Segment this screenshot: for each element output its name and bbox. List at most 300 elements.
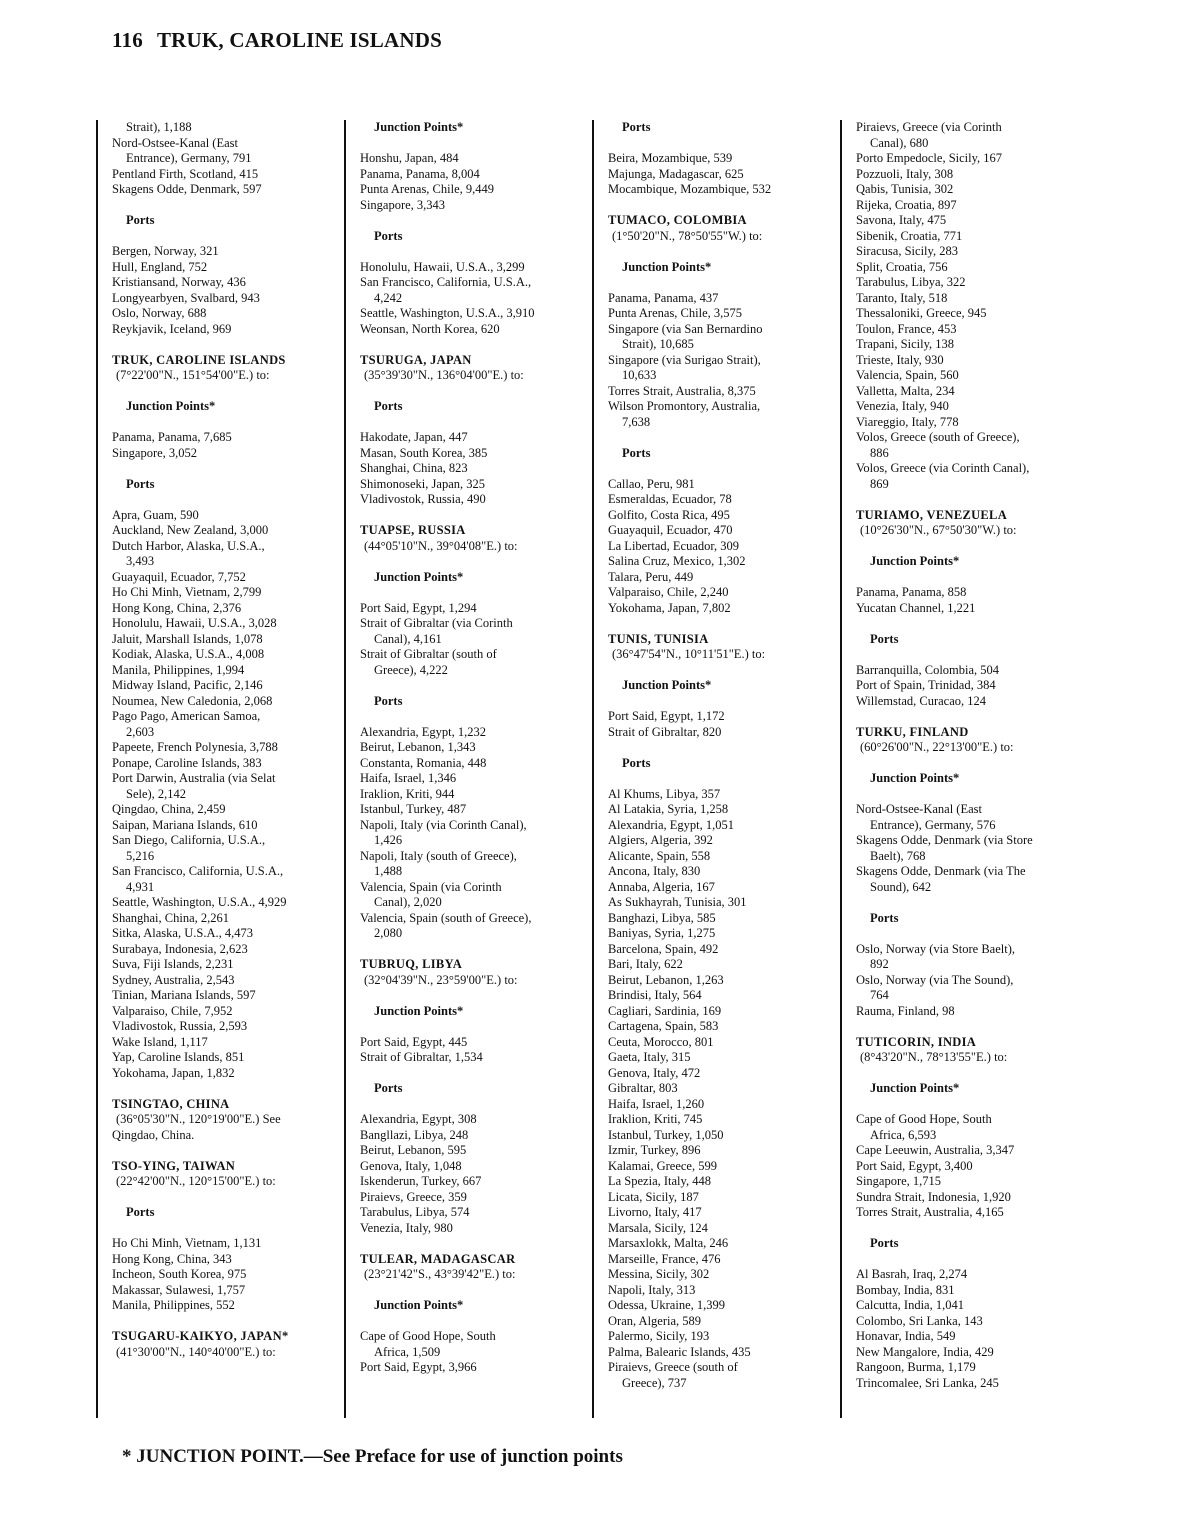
spacer	[112, 1143, 334, 1159]
section-heading: Junction Points*	[870, 771, 960, 785]
distance-entry: Skagens Odde, Denmark (via Store	[856, 833, 1033, 847]
entry-continuation: Baelt), 768	[870, 848, 926, 863]
distance-entry: Venezia, Italy, 980	[360, 1220, 453, 1235]
distance-entry: Wake Island, 1,117	[112, 1034, 208, 1049]
distance-entry: Honshu, Japan, 484	[360, 151, 459, 165]
distance-entry: Ho Chi Minh, Vietnam, 1,131	[112, 1236, 262, 1250]
distance-entry: Hong Kong, China, 2,376	[112, 600, 242, 615]
distance-entry: Jaluit, Marshall Islands, 1,078	[112, 631, 263, 646]
distance-entry: Annaba, Algeria, 167	[608, 879, 715, 894]
port-coordinates: (10°26'30"N., 67°50'30"W.) to:	[860, 523, 1017, 537]
spacer	[856, 756, 1078, 772]
distance-entry: Incheon, South Korea, 975	[112, 1267, 247, 1281]
distance-entry: Shimonoseki, Japan, 325	[360, 476, 485, 491]
spacer	[112, 415, 334, 431]
distance-entry: Trincomalee, Sri Lanka, 245	[856, 1375, 999, 1390]
spacer	[608, 663, 830, 679]
distance-entry: Panama, Panama, 858	[856, 585, 967, 599]
distance-entry: Callao, Peru, 981	[608, 476, 695, 491]
distance-entry: Apra, Guam, 590	[112, 507, 199, 522]
distance-entry: Shanghai, China, 823	[360, 461, 468, 475]
spacer	[856, 1019, 1078, 1035]
entry-continuation: 886	[870, 445, 889, 460]
entry-continuation: Strait), 1,188	[126, 120, 192, 134]
column-4	[840, 120, 1078, 1418]
distance-entry: Port Said, Egypt, 445	[360, 1034, 468, 1049]
distance-entry: Singapore, 3,052	[112, 445, 198, 460]
distance-entry: Trieste, Italy, 930	[856, 352, 944, 367]
distance-entry: Beirut, Lebanon, 1,263	[608, 972, 724, 987]
section-heading: Junction Points*	[622, 259, 712, 274]
spacer	[608, 771, 830, 787]
distance-entry: Cape of Good Hope, South	[360, 1329, 496, 1343]
section-heading: Ports	[374, 228, 403, 243]
distance-entry: Masan, South Korea, 385	[360, 445, 488, 460]
distance-entry: Panama, Panama, 8,004	[360, 166, 480, 181]
distance-entry: Cape Leeuwin, Australia, 3,347	[856, 1143, 1015, 1157]
distance-entry: Yokohama, Japan, 1,832	[112, 1065, 235, 1080]
entry-continuation: 4,242	[374, 290, 403, 305]
spacer	[608, 616, 830, 632]
entry-continuation: Canal), 2,020	[374, 895, 442, 909]
distance-entry: Trapani, Sicily, 138	[856, 337, 955, 351]
section-heading: Junction Points*	[374, 1003, 464, 1018]
entry-continuation: Africa, 1,509	[374, 1344, 441, 1359]
distance-entry: Skagens Odde, Denmark, 597	[112, 182, 262, 196]
spacer	[360, 554, 582, 570]
distance-entry: Bombay, India, 831	[856, 1282, 955, 1297]
section-heading: Junction Points*	[870, 1081, 960, 1095]
spacer	[608, 136, 830, 152]
distance-entry: Vladivostok, Russia, 490	[360, 492, 486, 506]
distance-entry: Rijeka, Croatia, 897	[856, 197, 957, 212]
port-coordinates: (8°43'20"N., 78°13'55"E.) to:	[860, 1050, 1008, 1064]
distance-entry: Bangllazi, Libya, 248	[360, 1127, 469, 1142]
entry-continuation: 892	[870, 957, 889, 971]
section-heading: Ports	[622, 445, 651, 460]
entry-continuation: Entrance), Germany, 576	[870, 817, 996, 832]
spacer	[856, 647, 1078, 663]
spacer	[360, 415, 582, 431]
distance-entry: Cape of Good Hope, South	[856, 1112, 992, 1126]
distance-entry: Algiers, Algeria, 392	[608, 833, 713, 847]
distance-entry: Baniyas, Syria, 1,275	[608, 926, 716, 940]
distance-entry: Pago Pago, American Samoa,	[112, 709, 261, 723]
distance-entry: Punta Arenas, Chile, 9,449	[360, 182, 495, 196]
entry-continuation: 869	[870, 476, 889, 491]
distance-entry: Singapore, 3,343	[360, 197, 446, 212]
port-coordinates: (35°39'30"N., 136°04'00"E.) to:	[364, 368, 524, 382]
distance-entry: Hakodate, Japan, 447	[360, 430, 468, 444]
distance-entry: Oslo, Norway, 688	[112, 306, 207, 320]
distance-entry: Salina Cruz, Mexico, 1,302	[608, 554, 746, 568]
distance-entry: Pentland Firth, Scotland, 415	[112, 166, 259, 181]
page-title: TRUK, CAROLINE ISLANDS	[156, 28, 442, 52]
spacer	[856, 492, 1078, 508]
distance-entry: Alexandria, Egypt, 308	[360, 1112, 477, 1126]
distance-entry: Taranto, Italy, 518	[856, 290, 948, 305]
spacer	[112, 198, 334, 214]
distance-entry: Licata, Sicily, 187	[608, 1189, 699, 1204]
distance-entry: Valencia, Spain (south of Greece),	[360, 910, 532, 925]
spacer	[112, 1221, 334, 1237]
distance-entry: Haifa, Israel, 1,260	[608, 1096, 705, 1111]
distance-entry: Rangoon, Burma, 1,179	[856, 1360, 976, 1374]
distance-entry: Marsala, Sicily, 124	[608, 1220, 708, 1235]
distance-entry: Valencia, Spain, 560	[856, 368, 959, 382]
spacer	[360, 678, 582, 694]
spacer	[112, 1081, 334, 1097]
distance-entry: San Francisco, California, U.S.A.,	[112, 864, 284, 878]
distance-entry: Sitka, Alaska, U.S.A., 4,473	[112, 926, 253, 940]
distance-entry: Port Darwin, Australia (via Selat	[112, 771, 276, 785]
spacer	[608, 740, 830, 756]
distance-entry: Torres Strait, Australia, 8,375	[608, 383, 756, 398]
spacer	[608, 244, 830, 260]
distance-entry: Palma, Balearic Islands, 435	[608, 1344, 751, 1359]
distance-entry: Piraievs, Greece (via Corinth	[856, 120, 1002, 134]
distance-entry: Napoli, Italy (south of Greece),	[360, 848, 517, 863]
distance-entry: Qingdao, China, 2,459	[112, 802, 226, 816]
distance-entry: San Francisco, California, U.S.A.,	[360, 275, 532, 289]
distance-entry: Valparaiso, Chile, 7,952	[112, 1003, 233, 1018]
spacer	[360, 585, 582, 601]
distance-entry: Gibraltar, 803	[608, 1081, 678, 1095]
distance-entry: Oslo, Norway (via Store Baelt),	[856, 941, 1015, 956]
spacer	[112, 229, 334, 245]
column-2	[344, 120, 582, 1418]
distance-entry: Napoli, Italy, 313	[608, 1282, 696, 1297]
distance-entry: Nord-Ostsee-Kanal (East	[112, 135, 238, 150]
distance-entry: Strait of Gibraltar (south of	[360, 647, 497, 661]
spacer	[360, 1019, 582, 1035]
distance-entry: Haifa, Israel, 1,346	[360, 771, 457, 785]
distance-entry: Beira, Mozambique, 539	[608, 151, 733, 165]
port-heading: TRUK, CAROLINE ISLANDS	[112, 352, 286, 367]
section-heading: Ports	[374, 1081, 403, 1095]
distance-entry: Banghazi, Libya, 585	[608, 910, 716, 925]
entry-continuation: Canal), 4,161	[374, 631, 442, 646]
section-heading: Junction Points*	[374, 569, 464, 584]
distance-entry: Port Said, Egypt, 3,966	[360, 1360, 477, 1374]
spacer	[360, 988, 582, 1004]
entry-continuation: 1,488	[374, 864, 403, 878]
distance-entry: Yap, Caroline Islands, 851	[112, 1050, 245, 1064]
distance-entry: Al Khums, Libya, 357	[608, 786, 721, 801]
entry-continuation: 7,638	[622, 414, 651, 429]
distance-entry: Ho Chi Minh, Vietnam, 2,799	[112, 585, 262, 599]
entry-continuation: Greece), 4,222	[374, 662, 448, 677]
entry-continuation: Greece), 737	[622, 1375, 687, 1390]
distance-entry: Hull, England, 752	[112, 259, 208, 274]
entry-continuation: 764	[870, 988, 889, 1002]
distance-entry: Port Said, Egypt, 1,294	[360, 600, 477, 615]
spacer	[608, 430, 830, 446]
distance-entry: Port of Spain, Trinidad, 384	[856, 678, 996, 692]
spacer	[360, 244, 582, 260]
port-heading: TSO-YING, TAIWAN	[112, 1158, 236, 1173]
section-heading: Ports	[374, 693, 403, 708]
section-heading: Ports	[126, 1205, 155, 1219]
distance-entry: Strait of Gibraltar (via Corinth	[360, 616, 513, 630]
distance-entry: Constanta, Romania, 448	[360, 755, 487, 770]
port-heading: TUAPSE, RUSSIA	[360, 523, 466, 537]
port-heading: TURIAMO, VENEZUELA	[856, 507, 1008, 522]
port-coordinates: (60°26'00"N., 22°13'00"E.) to:	[860, 740, 1014, 754]
distance-entry: Al Latakia, Syria, 1,258	[608, 802, 729, 816]
distance-entry: Ceuta, Morocco, 801	[608, 1034, 714, 1049]
distance-entry: Tinian, Mariana Islands, 597	[112, 988, 256, 1002]
port-heading: TUBRUQ, LIBYA	[360, 957, 463, 971]
distance-entry: Port Said, Egypt, 3,400	[856, 1158, 973, 1173]
distance-entry: Willemstad, Curacao, 124	[856, 693, 987, 708]
spacer	[856, 616, 1078, 632]
distance-entry: Manila, Philippines, 552	[112, 1298, 235, 1312]
distance-entry: Singapore, 1,715	[856, 1174, 942, 1188]
distance-entry: Volos, Greece (south of Greece),	[856, 430, 1020, 444]
distance-entry: Qingdao, China.	[112, 1127, 195, 1142]
distance-entry: Port Said, Egypt, 1,172	[608, 709, 725, 723]
distance-entry: Piraievs, Greece, 359	[360, 1189, 467, 1204]
spacer	[856, 539, 1078, 555]
distance-entry: Oslo, Norway (via The Sound),	[856, 972, 1014, 987]
spacer	[360, 942, 582, 958]
spacer	[360, 709, 582, 725]
port-coordinates: (1°50'20"N., 78°50'55"W.) to:	[612, 228, 763, 243]
distance-entry: Genova, Italy, 472	[608, 1065, 701, 1080]
distance-entry: Iraklion, Kriti, 745	[608, 1112, 703, 1126]
distance-entry: Kalamai, Greece, 599	[608, 1158, 717, 1173]
page-number: 116	[112, 28, 143, 52]
distance-entry: Toulon, France, 453	[856, 321, 957, 336]
distance-entry: Ponape, Caroline Islands, 383	[112, 755, 262, 770]
entry-continuation: 2,080	[374, 926, 403, 940]
distance-entry: Skagens Odde, Denmark (via The	[856, 864, 1026, 878]
distance-entry: Sibenik, Croatia, 771	[856, 228, 963, 243]
distance-entry: Kodiak, Alaska, U.S.A., 4,008	[112, 647, 265, 661]
distance-entry: San Diego, California, U.S.A.,	[112, 833, 266, 847]
distance-entry: Istanbul, Turkey, 1,050	[608, 1127, 724, 1142]
spacer	[360, 1283, 582, 1299]
entry-continuation: Entrance), Germany, 791	[126, 151, 252, 165]
distance-entry: Brindisi, Italy, 564	[608, 988, 702, 1002]
distance-entry: Qabis, Tunisia, 302	[856, 182, 954, 196]
distance-entry: Volos, Greece (via Corinth Canal),	[856, 461, 1030, 475]
port-coordinates: (23°21'42"S., 43°39'42"E.) to:	[364, 1267, 516, 1281]
distance-entry: Beirut, Lebanon, 1,343	[360, 740, 476, 754]
distance-entry: Porto Empedocle, Sicily, 167	[856, 151, 1003, 165]
spacer	[112, 461, 334, 477]
distance-entry: Alicante, Spain, 558	[608, 848, 711, 863]
distance-entry: Siracusa, Sicily, 283	[856, 244, 958, 258]
section-heading: Junction Points*	[870, 554, 960, 568]
spacer	[608, 198, 830, 214]
distance-entry: Manila, Philippines, 1,994	[112, 662, 245, 677]
distance-entry: Guayaquil, Ecuador, 7,752	[112, 569, 246, 584]
distance-entry: Sydney, Australia, 2,543	[112, 972, 235, 987]
distance-entry: Auckland, New Zealand, 3,000	[112, 523, 269, 537]
distance-entry: Iraklion, Kriti, 944	[360, 786, 455, 801]
spacer	[360, 508, 582, 524]
spacer	[856, 570, 1078, 586]
section-heading: Junction Points*	[374, 120, 464, 134]
distance-entry: Yucatan Channel, 1,221	[856, 600, 976, 615]
distance-entry: Savona, Italy, 475	[856, 213, 947, 227]
distance-entry: Alexandria, Egypt, 1,232	[360, 724, 487, 739]
section-heading: Ports	[622, 755, 651, 770]
distance-entry: Golfito, Costa Rica, 495	[608, 507, 730, 522]
distance-entry: Honolulu, Hawaii, U.S.A., 3,028	[112, 616, 277, 630]
distance-entry: New Mangalore, India, 429	[856, 1344, 994, 1359]
distance-entry: Honavar, India, 549	[856, 1329, 956, 1343]
spacer	[360, 1236, 582, 1252]
spacer	[360, 337, 582, 353]
distance-entry: Gaeta, Italy, 315	[608, 1050, 691, 1064]
distance-entry: Yokohama, Japan, 7,802	[608, 600, 731, 615]
spacer	[360, 1097, 582, 1113]
section-heading: Ports	[374, 399, 403, 413]
distance-entry: Punta Arenas, Chile, 3,575	[608, 306, 743, 320]
distance-entry: Piraievs, Greece (south of	[608, 1360, 738, 1374]
distance-entry: Odessa, Ukraine, 1,399	[608, 1298, 725, 1312]
entry-continuation: Africa, 6,593	[870, 1127, 937, 1142]
spacer	[360, 213, 582, 229]
entry-continuation: Sound), 642	[870, 879, 932, 894]
distance-entry: Wilson Promontory, Australia,	[608, 399, 761, 413]
distance-entry: Marsaxlokk, Malta, 246	[608, 1236, 729, 1250]
distance-entry: Talara, Peru, 449	[608, 569, 694, 584]
distance-entry: Istanbul, Turkey, 487	[360, 802, 467, 816]
distance-entry: Thessaloniki, Greece, 945	[856, 306, 987, 320]
distance-entry: Cagliari, Sardinia, 169	[608, 1003, 722, 1018]
section-heading: Junction Points*	[126, 399, 216, 413]
port-coordinates: (22°42'00"N., 120°15'00"E.) to:	[116, 1174, 276, 1188]
spacer	[608, 694, 830, 710]
distance-entry: Reykjavik, Iceland, 969	[112, 321, 232, 336]
spacer	[856, 1252, 1078, 1268]
spacer	[856, 926, 1078, 942]
distance-entry: Valletta, Malta, 234	[856, 383, 955, 398]
section-heading: Junction Points*	[622, 678, 712, 692]
distance-entry: Surabaya, Indonesia, 2,623	[112, 941, 248, 956]
distance-entry: Papeete, French Polynesia, 3,788	[112, 740, 278, 754]
entry-continuation: 5,216	[126, 848, 155, 863]
port-heading: TUTICORIN, INDIA	[856, 1034, 977, 1049]
distance-entry: Vladivostok, Russia, 2,593	[112, 1019, 248, 1033]
page-header	[112, 28, 442, 53]
section-heading: Ports	[870, 631, 899, 646]
distance-entry: Alexandria, Egypt, 1,051	[608, 817, 735, 832]
section-heading: Ports	[870, 1236, 899, 1250]
spacer	[112, 384, 334, 400]
distance-entry: Split, Croatia, 756	[856, 259, 948, 274]
distance-entry: Makassar, Sulawesi, 1,757	[112, 1282, 246, 1297]
column-1	[96, 120, 334, 1418]
spacer	[856, 1221, 1078, 1237]
section-heading: Junction Points*	[374, 1298, 464, 1312]
distance-entry: Saipan, Mariana Islands, 610	[112, 817, 258, 832]
distance-entry: Bergen, Norway, 321	[112, 244, 219, 258]
distance-entry: Strait of Gibraltar, 820	[608, 724, 722, 739]
distance-entry: Ancona, Italy, 830	[608, 864, 701, 878]
distance-entry: Tarabulus, Libya, 574	[360, 1205, 470, 1219]
port-coordinates: (41°30'00"N., 140°40'00"E.) to:	[116, 1344, 276, 1359]
distance-entry: Oran, Algeria, 589	[608, 1313, 702, 1328]
spacer	[856, 1066, 1078, 1082]
distance-entry: Panama, Panama, 437	[608, 290, 719, 305]
distance-entry: Rauma, Finland, 98	[856, 1003, 955, 1018]
distance-entry: Singapore (via Surigao Strait),	[608, 352, 761, 367]
distance-entry: Marseille, France, 476	[608, 1251, 721, 1266]
distance-entry: Venezia, Italy, 940	[856, 399, 949, 413]
entry-continuation: 2,603	[126, 724, 155, 739]
entry-continuation: Strait), 10,685	[622, 337, 694, 351]
distance-entry: Calcutta, India, 1,041	[856, 1298, 964, 1312]
spacer	[856, 895, 1078, 911]
distance-entry: Beirut, Lebanon, 595	[360, 1143, 467, 1157]
distance-entry: Guayaquil, Ecuador, 470	[608, 523, 733, 537]
spacer	[856, 787, 1078, 803]
distance-entry: Pozzuoli, Italy, 308	[856, 166, 954, 181]
distance-entry: Esmeraldas, Ecuador, 78	[608, 492, 732, 506]
entry-continuation: 3,493	[126, 554, 155, 568]
distance-entry: Majunga, Madagascar, 625	[608, 166, 744, 181]
distance-entry: Weonsan, North Korea, 620	[360, 321, 500, 336]
port-coordinates: (44°05'10"N., 39°04'08"E.) to:	[364, 538, 518, 553]
distance-entry: Strait of Gibraltar, 1,534	[360, 1050, 483, 1064]
distance-entry: Barcelona, Spain, 492	[608, 941, 719, 956]
section-heading: Ports	[622, 120, 651, 134]
spacer	[360, 136, 582, 152]
distance-entry: Suva, Fiji Islands, 2,231	[112, 957, 234, 971]
distance-entry: Napoli, Italy (via Corinth Canal),	[360, 817, 527, 832]
distance-entry: Panama, Panama, 7,685	[112, 430, 232, 444]
distance-entry: Mocambique, Mozambique, 532	[608, 182, 772, 196]
spacer	[112, 492, 334, 508]
entry-continuation: Canal), 680	[870, 135, 929, 150]
port-heading: TSINGTAO, CHINA	[112, 1096, 230, 1111]
port-heading: TUMACO, COLOMBIA	[608, 213, 747, 227]
distance-entry: Sundra Strait, Indonesia, 1,920	[856, 1189, 1011, 1204]
spacer	[360, 1066, 582, 1082]
section-heading: Ports	[126, 213, 155, 227]
distance-entry: Longyearbyen, Svalbard, 943	[112, 290, 260, 305]
distance-entry: Seattle, Washington, U.S.A., 4,929	[112, 895, 287, 909]
distance-entry: Messina, Sicily, 302	[608, 1267, 710, 1281]
junction-point-footnote: * JUNCTION POINT.—See Preface for use of junction points	[122, 1446, 623, 1467]
entry-continuation: Sele), 2,142	[126, 786, 187, 801]
distance-entry: Cartagena, Spain, 583	[608, 1019, 719, 1033]
distance-entry: La Spezia, Italy, 448	[608, 1174, 711, 1188]
distance-entry: Al Basrah, Iraq, 2,274	[856, 1267, 968, 1281]
distance-entry: Viareggio, Italy, 778	[856, 414, 959, 429]
distance-entry: La Libertad, Ecuador, 309	[608, 538, 740, 553]
entry-continuation: 4,931	[126, 879, 155, 894]
distance-entry: Bari, Italy, 622	[608, 957, 683, 971]
port-heading: TUNIS, TUNISIA	[608, 631, 709, 646]
port-heading: TSURUGA, JAPAN	[360, 352, 472, 367]
distance-entry: Shanghai, China, 2,261	[112, 910, 230, 925]
spacer	[856, 1097, 1078, 1113]
distance-entry: Colombo, Sri Lanka, 143	[856, 1313, 983, 1328]
port-coordinates: (36°05'30"N., 120°19'00"E.) See	[116, 1112, 281, 1126]
distance-entry: Palermo, Sicily, 193	[608, 1329, 710, 1343]
distance-entry: Genova, Italy, 1,048	[360, 1158, 462, 1173]
column-3	[592, 120, 830, 1418]
distance-entry: Noumea, New Caledonia, 2,068	[112, 693, 273, 708]
distance-entry: Barranquilla, Colombia, 504	[856, 662, 1000, 677]
spacer	[856, 709, 1078, 725]
